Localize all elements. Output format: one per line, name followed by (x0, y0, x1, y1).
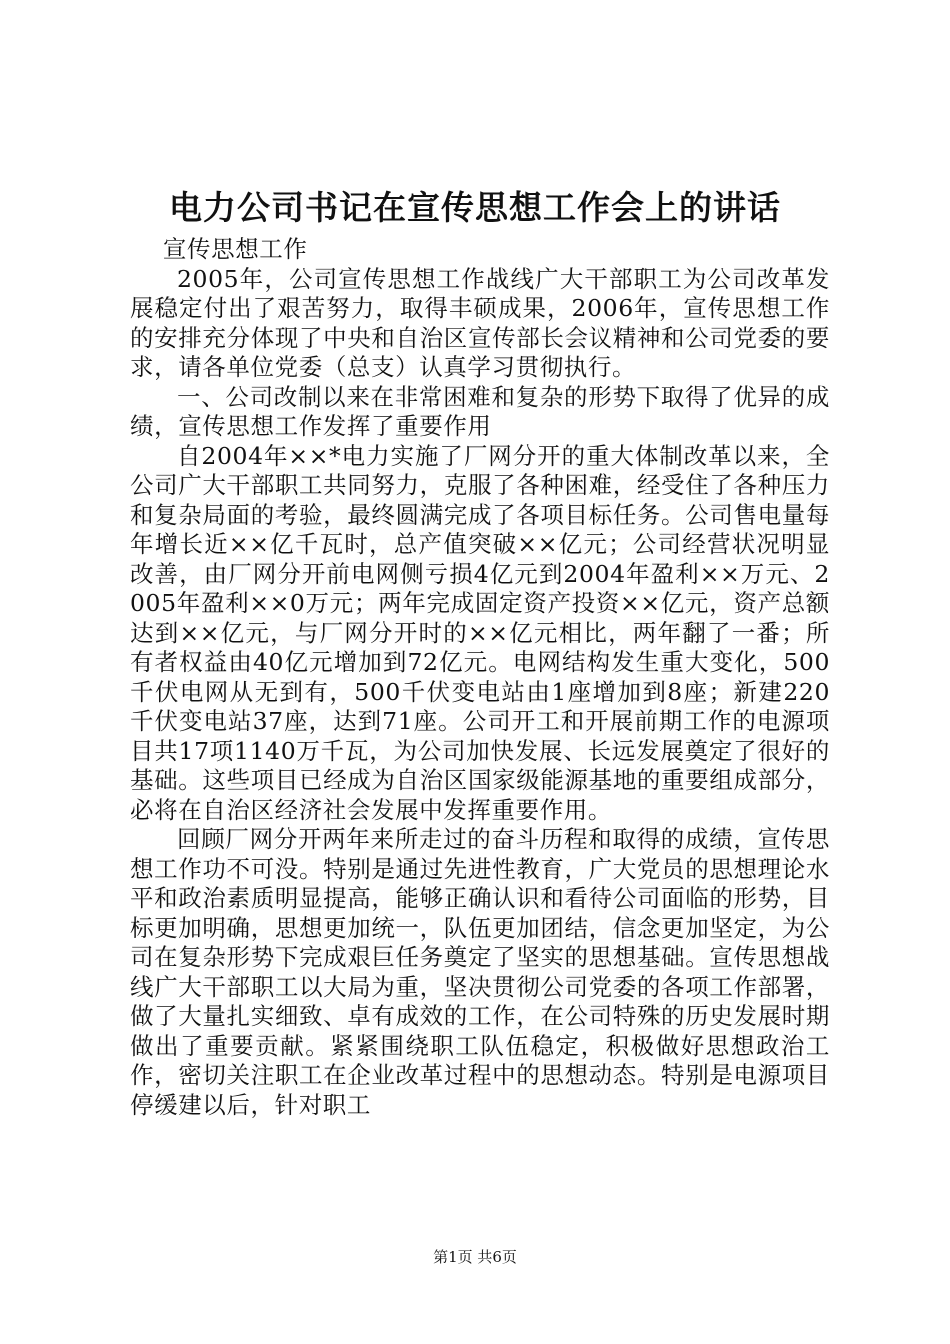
paragraph-intro: 2005年，公司宣传思想工作战线广大干部职工为公司改革发展稳定付出了艰苦努力，取得丰硕成果，2006年，宣传思想工作的安排充分体现了中央和自治区宣传部长会议精神和公司党委的要求，请各单位党委（总支）认真学习贯彻执行。 (130, 264, 830, 381)
document-title: 电力公司书记在宣传思想工作会上的讲话 (169, 188, 781, 227)
paragraph-review: 回顾厂网分开两年来所走过的奋斗历程和取得的成绩，宣传思想工作功不可没。特别是通过先进性教育，广大党员的思想理论水平和政治素质明显提高，能够正确认识和看待公司面临的形势，目标更加明确，思想更加统一，队伍更加团结，信念更加坚定，为公司在复杂形势下完成艰巨任务奠定了坚实的思想基础。宣传思想战线广大干部职工以大局为重，坚决贯彻公司党委的各项工作部署，做了大量扎实细致、卓有成效的工作，在公司特殊的历史发展时期做出了重要贡献。紧紧围绕职工队伍稳定，积极做好思想政治工作，密切关注职工在企业改革过程中的思想动态。特别是电源项目停缓建以后，针对职工 (130, 825, 830, 1119)
page-footer: 第1页 共6页 (433, 1248, 517, 1266)
paragraph-achievements: 自2004年××*电力实施了厂网分开的重大体制改革以来，全公司广大干部职工共同努力，克服了各种困难，经受住了各种压力和复杂局面的考验，最终圆满完成了各项目标任务。公司售电量每年增长近××亿千瓦时，总产值突破××亿元；公司经营状况明显改善，由厂网分开前电网侧亏损4亿元到2004年盈利××万元、2005年盈利××0万元；两年完成固定资产投资××亿元，资产总额达到××亿元，与厂网分开时的××亿元相比，两年翻了一番；所有者权益由40亿元增加到72亿元。电网结构发生重大变化，500千伏电网从无到有，500千伏变电站由1座增加到8座；新建220千伏变电站37座，达到71座。公司开工和开展前期工作的电源项目共17项1140万千瓦，为公司加快发展、长远发展奠定了很好的基础。这些项目已经成为自治区国家级能源基地的重要组成部分，必将在自治区经济社会发展中发挥重要作用。 (130, 441, 830, 824)
document-body (130, 235, 830, 1120)
section-heading-1: 一、公司改制以来在非常困难和复杂的形势下取得了优异的成绩，宣传思想工作发挥了重要作用 (130, 382, 830, 440)
document-subtitle: 宣传思想工作 (162, 235, 308, 263)
